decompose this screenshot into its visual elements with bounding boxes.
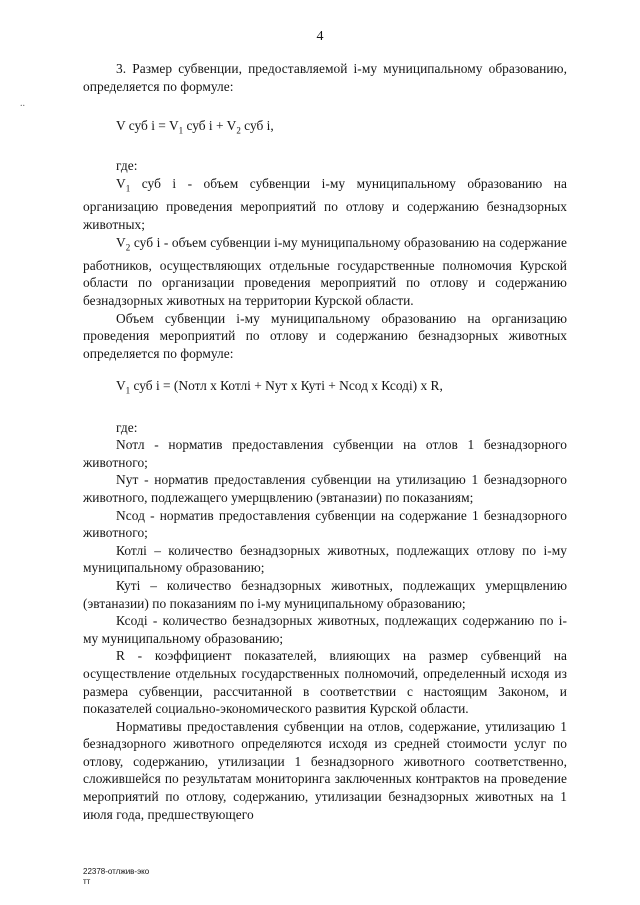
where-label-1: где:	[116, 158, 138, 174]
formula-total	[83, 117, 567, 140]
v1-intro-paragraph: Объем субвенции i-му муниципальному образованию на организацию проведения мероприятий по отлову и содержанию безнадзорных животных определяется по формуле:	[83, 310, 567, 361]
document-body	[83, 60, 567, 823]
definition-v2-text: суб i - объем субвенции i-му муниципальному образованию на содержание работников, осуществляющих отдельные государственные полномочия Курской области по организации проведения мероприятий по отлову и содержанию безнадзорных животных на территории Курской области.	[83, 234, 567, 308]
formula-total-part-a: V суб i = V	[116, 118, 179, 134]
formula-total-sub-2: 2	[236, 125, 241, 136]
formula-total-sub-1: 1	[178, 125, 184, 136]
formula-v1-part-b: суб i = (Nотл x Котлi + Nут x Кутi + Nсод x Ксодi) x R,	[130, 378, 443, 394]
definition-item: Nотл - норматив предоставления субвенции на отлов 1 безнадзорного животного;	[83, 437, 567, 470]
document-footer	[83, 867, 149, 887]
formula-v1-part-a: V	[116, 378, 126, 394]
definition-v1-text: суб i - объем субвенции i-му муниципальному образованию на организацию проведения мероприятий по отлову и содержанию безнадзорных животных;	[83, 176, 567, 232]
definition-item: Котлi – количество безнадзорных животных, подлежащих отлову по i-му муниципальному образованию;	[83, 542, 567, 576]
definition-item: Nсод - норматив предоставления субвенции на содержание 1 безнадзорного животного;	[83, 507, 567, 541]
footer-code: 22378-отлжив-эко	[83, 867, 150, 876]
definition-item: Ксодi - количество безнадзорных животных, подлежащих содержанию по i-му муниципальному образованию;	[83, 613, 567, 646]
formula-total-part-b: суб i + V	[183, 118, 237, 134]
definition-v2: $V_2$ суб i - объем субвенции i-му муниципальному образованию на содержание работников, осуществляющих отдельные государственные полномочия Курской области по организации проведения мероприятий по отлову и содержанию безнадзорных животных на территории Курской области.	[83, 234, 567, 308]
formula-total-part-c: суб i,	[240, 118, 274, 134]
definition-v2-sub: 2	[125, 242, 131, 253]
stray-mark: ..	[20, 98, 25, 109]
formula-v1	[83, 377, 567, 400]
norms-paragraph: Нормативы предоставления субвенции на отлов, содержание, утилизацию 1 безнадзорного животного определяются исходя из средней стоимости услуг по отлову, содержанию, утилизации 1 безнадзорного животного соответственно, сложившейся по результатам мониторинга заключенных контрактов на проведение мероприятий по отлову, содержанию, утилизации безнадзорных животных на 1 июля года, предшествующего	[83, 718, 567, 822]
page-number: 4	[316, 29, 324, 44]
where-label-2: где:	[116, 419, 138, 435]
definition-item: R - коэффициент показателей, влияющих на размер субвенций на осуществление отдельных государственных полномочий, определенный исходя из размера субвенции, рассчитанной в соответствии с настоящим Законом, и показателей социально-экономического развития Курской области.	[83, 648, 567, 717]
formula-v1-sub: 1	[125, 386, 131, 396]
definition-item: Nут - норматив предоставления субвенции на утилизацию 1 безнадзорного животного, подлежащего умерщвлению (эвтаназии) по показаниям;	[83, 472, 567, 505]
footer-initials: тт	[83, 877, 91, 886]
definition-v1: $V_1$ суб i - объем субвенции i-му муниципальному образованию на организацию проведения мероприятий по отлову и содержанию безнадзорных животных;	[83, 176, 567, 232]
definition-item: Кутi – количество безнадзорных животных, подлежащих умерщвлению (эвтаназии) по показаниям по i-му муниципальному образованию;	[83, 577, 567, 611]
definition-v1-sub: 1	[125, 183, 131, 194]
intro-paragraph: 3. Размер субвенции, предоставляемой i-му муниципальному образованию, определяется по формуле:	[83, 61, 567, 94]
